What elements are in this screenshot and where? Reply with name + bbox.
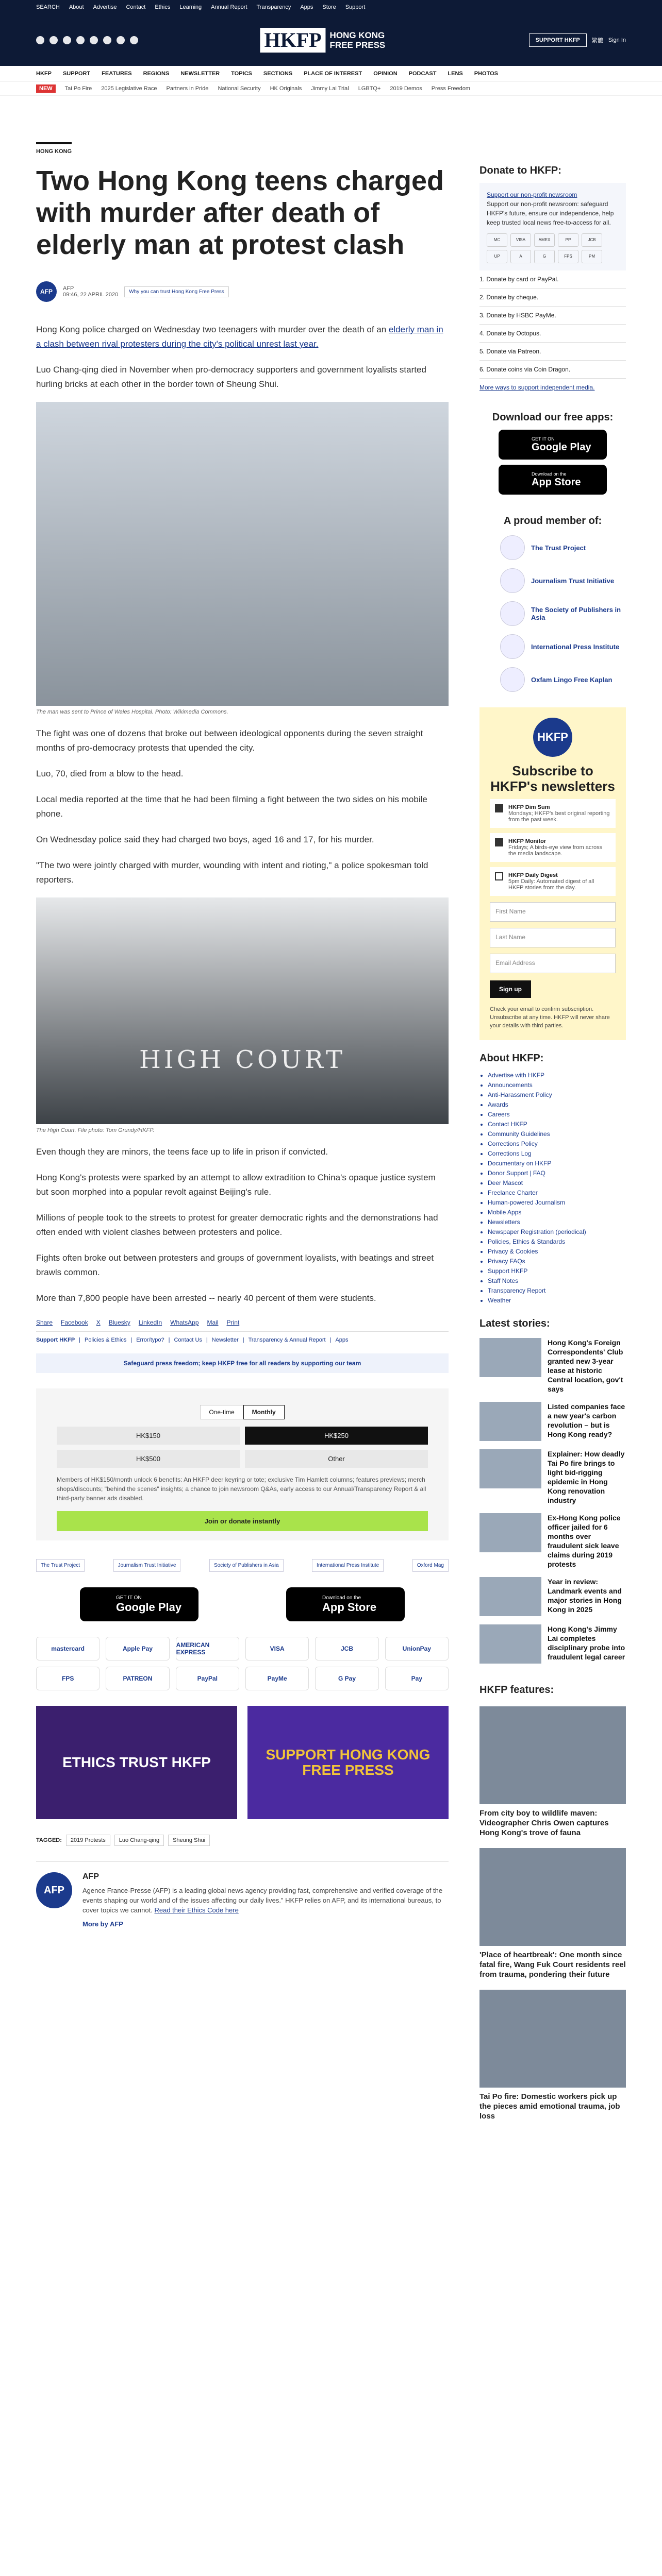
gpay-icon: G — [534, 250, 555, 263]
article-title: Two Hong Kong teens charged with murder after death of elderly man at protest clash — [36, 165, 444, 260]
youtube-icon[interactable] — [90, 36, 98, 44]
payment-logo[interactable]: VISA — [245, 1637, 309, 1660]
visa-icon: VISA — [510, 233, 531, 247]
about-heading: About HKFP: — [479, 1053, 544, 1064]
latest-story[interactable] — [479, 1402, 626, 1441]
sidebar-google-play-badge[interactable] — [499, 430, 607, 460]
telegram-icon[interactable] — [117, 36, 125, 44]
payment-logo[interactable]: AMERICAN EXPRESS — [176, 1637, 239, 1660]
donate-widget — [36, 1388, 449, 1540]
latest-story[interactable] — [479, 1624, 626, 1664]
topbar-search[interactable]: SEARCH — [36, 4, 60, 10]
payment-logo[interactable]: Apple Pay — [106, 1637, 169, 1660]
payment-cards — [487, 233, 619, 263]
trending-link[interactable]: 2025 Legislative Race — [101, 85, 157, 92]
nav-topics[interactable]: TOPICS — [231, 70, 252, 77]
frequency-tabs — [57, 1405, 428, 1419]
story-thumbnail[interactable] — [479, 1449, 541, 1488]
latest-story[interactable] — [479, 1513, 626, 1569]
newsletter-desc: 5pm Daily: Automated digest of all HKFP stories from the day. — [508, 878, 594, 891]
google-play-badge[interactable] — [80, 1587, 198, 1621]
member-name: Journalism Trust Initiative — [531, 577, 615, 585]
topbar-advertise[interactable]: Advertise — [93, 4, 117, 10]
topbar-annual-report[interactable]: Annual Report — [211, 4, 247, 10]
latest-story[interactable] — [479, 1338, 626, 1394]
trending-link[interactable]: National Security — [218, 85, 261, 92]
about-link[interactable]: • Documentary on HKFP — [488, 1159, 626, 1168]
paragraph-text: Hong Kong police charged on Wednesday two teenagers with murder over the death of an — [36, 325, 389, 334]
payme-icon: PM — [582, 250, 602, 263]
trending-bar — [0, 81, 662, 96]
trending-link[interactable]: Press Freedom — [431, 85, 470, 92]
paragraph: On Wednesday police said they had charged two boys, aged 16 and 17, for his murder. — [36, 835, 374, 844]
paragraph: Fights often broke out between protesters and groups of government loyalists, with beatings and street brawls common. — [36, 1253, 434, 1277]
share-bluesky[interactable]: Bluesky — [108, 1319, 130, 1326]
paragraph: Hong Kong's protests were sparked by an attempt to allow extradition to China's opaque justice system but soon morphed into a popular revolt against Beijing's rule. — [36, 1173, 436, 1197]
feature-story[interactable] — [479, 1990, 626, 2121]
paragraph: "The two were jointly charged with murder, wounding with intent and rioting," a police spokesman told reporters. — [36, 860, 428, 885]
nav-photos[interactable]: PHOTOS — [474, 70, 499, 77]
newsletter-desc: Mondays; HKFP's best original reporting from the past week. — [508, 810, 610, 823]
donate-text: Support our non-profit newsroom: safeguard HKFP's future, ensure our independence, help keep trusted local news free-to-access for all. — [487, 200, 614, 226]
badge-text: Google Play — [116, 1600, 182, 1614]
jcb-icon: JCB — [582, 233, 602, 247]
about-link[interactable]: • Human-powered Journalism — [488, 1198, 626, 1208]
payment-logo[interactable]: FPS — [36, 1667, 100, 1690]
payment-logo[interactable]: PATREON — [106, 1667, 169, 1690]
badge-small-text: GET IT ON — [116, 1595, 142, 1601]
footer-link[interactable]: Error/typo? — [136, 1337, 164, 1343]
trending-link[interactable]: Partners in Pride — [166, 85, 209, 92]
unionpay-icon: UP — [487, 250, 507, 263]
payment-logo[interactable]: mastercard — [36, 1637, 100, 1660]
apps-heading: Download our free apps: — [492, 412, 614, 423]
hospital-photo — [36, 402, 449, 706]
about-link[interactable]: • Transparency Report — [488, 1286, 626, 1296]
inline-link[interactable]: elderly man in a clash between rival protesters during the city's political unrest last year. — [36, 325, 443, 349]
about-link[interactable]: • Weather — [488, 1296, 626, 1306]
about-link[interactable]: • Awards — [488, 1100, 626, 1110]
main-nav — [0, 66, 662, 81]
about-link[interactable]: • Corrections Log — [488, 1149, 626, 1159]
donate-step[interactable]: 2. Donate by cheque. — [479, 289, 626, 307]
app-store-badges — [36, 1587, 449, 1621]
about-link[interactable]: • Support HKFP — [488, 1266, 626, 1276]
feature-title[interactable]: 'Place of heartbreak': One month since fatal fire, Wang Fuk Court residents reel from trauma, pondering their future — [479, 1951, 626, 1979]
member-heading: A proud member of: — [503, 515, 602, 527]
tag-label: TAGGED: — [36, 1837, 62, 1843]
feature-story[interactable] — [479, 1848, 626, 1979]
about-link[interactable]: • Announcements — [488, 1080, 626, 1090]
partner-logo[interactable]: Society of Publishers in Asia — [209, 1559, 284, 1572]
byline — [36, 281, 449, 302]
topbar-apps[interactable]: Apps — [300, 4, 313, 10]
donate-banner[interactable]: Safeguard press freedom; keep HKFP free for all readers by supporting our team — [36, 1353, 449, 1373]
member-perks: Members of HK$150/month unlock 6 benefits: An HKFP deer keyring or tote; exclusive Tim Hamlett columns; features previews; merch shops/discounts; "behind the scenes" insights; a chance to join newsroom Q&As, early access to our Annual/Transparency Report & all third-party banner ads disabled. — [57, 1476, 426, 1502]
topbar-contact[interactable]: Contact — [126, 4, 146, 10]
partner-logos — [36, 1559, 449, 1572]
share-whatsapp[interactable]: WhatsApp — [170, 1319, 199, 1326]
trust-link[interactable]: Why you can trust Hong Kong Free Press — [124, 286, 229, 297]
partner-logo[interactable]: The Trust Project — [36, 1559, 85, 1572]
story-title[interactable]: Year in review: Landmark events and major stories in Hong Kong in 2025 — [548, 1578, 622, 1614]
paragraph: The fight was one of dozens that broke out between ideological opponents during the seven straight months of pro-democracy protests that upended the city. — [36, 728, 423, 753]
signup-button[interactable]: Sign up — [490, 980, 531, 998]
nav-sections[interactable]: SECTIONS — [263, 70, 293, 77]
promo-banners — [36, 1706, 449, 1819]
member-logo — [500, 601, 525, 626]
email-field[interactable]: Email Address — [490, 954, 616, 973]
sidebar — [479, 96, 626, 2121]
x-icon[interactable] — [49, 36, 58, 44]
logo-mark: HKFP — [260, 28, 325, 53]
paragraph: Even though they are minors, the teens face up to life in prison if convicted. — [36, 1147, 328, 1157]
newsletter-desc: Fridays; A birds-eye view from across the media landscape. — [508, 844, 603, 857]
newsletter-note: Check your email to confirm subscription. Unsubscribe at any time. HKFP will never share your details with third parties. — [490, 1006, 610, 1029]
amex-icon: AMEX — [534, 233, 555, 247]
mastercard-icon: MC — [487, 233, 507, 247]
partner-logo[interactable]: Journalism Trust Initiative — [113, 1559, 181, 1572]
site-logo[interactable] — [260, 28, 402, 53]
footer-link[interactable]: Newsletter — [211, 1337, 239, 1343]
story-thumbnail[interactable] — [479, 1338, 541, 1377]
footer-link[interactable]: Apps — [335, 1337, 349, 1343]
footer-link[interactable]: Contact Us — [174, 1337, 202, 1343]
member-logo — [500, 667, 525, 692]
member-name: Oxfam Lingo Free Kaplan — [531, 675, 613, 684]
member-logo — [500, 634, 525, 659]
tab-one-time[interactable]: One-time — [200, 1405, 243, 1419]
features-heading: HKFP features: — [479, 1684, 554, 1696]
newsletter-name: HKFP Monitor — [508, 838, 547, 844]
story-thumbnail[interactable] — [479, 1577, 541, 1616]
feature-story[interactable] — [479, 1706, 626, 1838]
author-name[interactable]: AFP — [63, 285, 74, 292]
newsletter-option[interactable] — [490, 799, 616, 828]
about-link[interactable]: • Staff Notes — [488, 1276, 626, 1286]
language-link[interactable]: 繁體 — [591, 38, 603, 44]
amount-option[interactable]: HK$500 — [57, 1450, 240, 1468]
about-link[interactable]: • Contact HKFP — [488, 1120, 626, 1129]
photo-caption: The man was sent to Prince of Wales Hospital. Photo: Wikimedia Commons. — [36, 709, 228, 715]
paypal-icon: PP — [558, 233, 578, 247]
about-link[interactable]: • Deer Mascot — [488, 1178, 626, 1188]
paragraph: Local media reported at the time that he had been filming a fight between the two sides on his mobile phone. — [36, 794, 427, 819]
share-label: Share — [36, 1319, 53, 1326]
nav-podcast[interactable]: PODCAST — [408, 70, 437, 77]
applepay-icon: A — [510, 250, 531, 263]
badge-small-text: GET IT ON — [532, 436, 555, 442]
about-link[interactable]: • Mobile Apps — [488, 1208, 626, 1217]
payment-logo[interactable]: PayMe — [245, 1667, 309, 1690]
nav-features[interactable]: FEATURES — [102, 70, 132, 77]
member-name: International Press Institute — [531, 642, 620, 651]
feature-image[interactable] — [479, 1990, 626, 2088]
ethics-promo[interactable]: ETHICS TRUST HKFP — [36, 1706, 237, 1819]
donate-step[interactable]: 1. Donate by card or PayPal. — [479, 270, 626, 289]
feature-title[interactable]: Tai Po fire: Domestic workers pick up the pieces amid emotional trauma, job loss — [479, 2092, 620, 2121]
newsletter-logo: HKFP — [533, 718, 572, 757]
payment-logo[interactable]: PayPal — [176, 1667, 239, 1690]
paragraph — [36, 323, 449, 351]
fps-icon: FPS — [558, 250, 578, 263]
feature-image[interactable] — [479, 1848, 626, 1946]
about-link[interactable]: • Corrections Policy — [488, 1139, 626, 1149]
partner-logo[interactable]: Oxford Mag — [412, 1559, 449, 1572]
member-org[interactable] — [500, 634, 626, 659]
member-name: The Trust Project — [531, 544, 586, 552]
member-org[interactable] — [500, 568, 626, 593]
payment-logo[interactable]: UnionPay — [385, 1637, 449, 1660]
topbar-transparency[interactable]: Transparency — [256, 4, 291, 10]
donate-text-link[interactable]: Support our non-profit newsroom — [487, 191, 577, 198]
nav-lens[interactable]: LENS — [448, 70, 463, 77]
high-court-sign: HIGH COURT — [139, 1045, 346, 1075]
about-link[interactable]: • Donor Support | FAQ — [488, 1168, 626, 1178]
checkbox[interactable] — [495, 838, 503, 846]
tiktok-icon[interactable] — [130, 36, 138, 44]
checkbox[interactable] — [495, 872, 503, 880]
nav-place-of-interest[interactable]: PLACE OF INTEREST — [304, 70, 362, 77]
sidebar-app-store-badge[interactable] — [499, 465, 607, 495]
author-bio — [82, 1886, 449, 1915]
paragraph: Luo Chang-qing died in November when pro-democracy supporters and government loyalists started hurling bricks at each other in the border town of Sheung Shui. — [36, 365, 426, 389]
app-store-badge[interactable] — [286, 1587, 405, 1621]
amount-option[interactable]: HK$150 — [57, 1427, 240, 1445]
topbar-learning[interactable]: Learning — [179, 4, 202, 10]
latest-story[interactable] — [479, 1577, 626, 1616]
masthead — [0, 14, 662, 66]
amount-option[interactable]: HK$250 — [245, 1427, 428, 1445]
trending-link[interactable]: 2019 Demos — [390, 85, 422, 92]
story-title[interactable]: Hong Kong's Foreign Correspondents' Club granted new 3-year lease at historic Central location, gov't says — [548, 1338, 623, 1393]
donate-box — [479, 183, 626, 270]
social-icons — [36, 36, 138, 44]
donate-step[interactable]: 6. Donate coins via Coin Dragon. — [479, 361, 626, 379]
new-badge: NEW — [36, 84, 56, 93]
footer-link[interactable]: Support HKFP — [36, 1337, 75, 1343]
support-promo[interactable]: SUPPORT HONG KONG FREE PRESS — [247, 1706, 449, 1819]
logo-text: HONG KONG FREE PRESS — [329, 30, 386, 50]
about-link[interactable]: • Careers — [488, 1110, 626, 1120]
story-title[interactable]: Ex-Hong Kong police officer jailed for 6 months over fraudulent sick leave claims during 2019 protests — [548, 1514, 621, 1568]
photo-caption: The High Court. File photo: Tom Grundy/HKFP. — [36, 1127, 155, 1133]
badge-text: Google Play — [532, 441, 591, 453]
publish-date: 09:46, 22 APRIL 2020 — [63, 292, 119, 298]
partner-logo[interactable]: International Press Institute — [312, 1559, 384, 1572]
badge-small-text: Download on the — [532, 471, 567, 477]
member-logo — [500, 568, 525, 593]
about-link[interactable]: • Freelance Charter — [488, 1188, 626, 1198]
ethics-code-link[interactable]: Read their Ethics Code here — [154, 1906, 239, 1914]
more-by-author-link[interactable]: More by AFP — [82, 1920, 123, 1928]
article-kicker[interactable]: HONG KONG — [36, 142, 72, 155]
member-org[interactable] — [500, 667, 626, 692]
badge-small-text: Download on the — [322, 1595, 361, 1601]
tag-chip[interactable]: Sheung Shui — [168, 1835, 210, 1846]
trending-link[interactable]: HK Originals — [270, 85, 302, 92]
donate-step[interactable]: 5. Donate via Patreon. — [479, 343, 626, 361]
feature-title[interactable]: From city boy to wildlife maven: Videographer Chris Owen captures Hong Kong's trove of fauna — [479, 1809, 609, 1837]
newsletter-box — [479, 707, 626, 1040]
sign-in-link[interactable]: Sign In — [608, 37, 626, 43]
footer-link[interactable]: Transparency & Annual Report — [248, 1337, 326, 1343]
donate-heading: Donate to HKFP: — [479, 165, 561, 176]
tab-monthly[interactable]: Monthly — [243, 1405, 285, 1419]
instagram-icon[interactable] — [63, 36, 71, 44]
paragraph: More than 7,800 people have been arrested -- nearly 40 percent of them were students. — [36, 1293, 376, 1303]
nav-opinion[interactable]: OPINION — [373, 70, 398, 77]
story-title[interactable]: Listed companies face a new year's carbon revolution – but is Hong Kong ready? — [548, 1402, 625, 1438]
about-link[interactable]: • Advertise with HKFP — [488, 1071, 626, 1080]
member-name: The Society of Publishers in Asia — [531, 606, 621, 621]
badge-text: App Store — [322, 1600, 377, 1614]
share-bar — [36, 1319, 449, 1332]
tag-chip[interactable]: 2019 Protests — [66, 1835, 110, 1846]
member-logo — [500, 535, 525, 560]
author-avatar[interactable]: AFP — [36, 281, 57, 302]
badge-text: App Store — [532, 476, 581, 488]
feature-image[interactable] — [479, 1706, 626, 1804]
member-org[interactable] — [500, 601, 626, 626]
donate-step[interactable]: 3. Donate by HSBC PayMe. — [479, 307, 626, 325]
latest-story[interactable] — [479, 1449, 626, 1505]
newsletter-option[interactable] — [490, 867, 616, 896]
paragraph: Millions of people took to the streets to protest for greater democratic rights and the demonstrations had often ended with violent clashes between protesters and police. — [36, 1213, 438, 1237]
about-link[interactable]: • Newspaper Registration (periodical) — [488, 1227, 626, 1237]
author-box-name[interactable]: AFP — [82, 1872, 99, 1881]
share-x[interactable]: X — [96, 1319, 101, 1326]
donate-step[interactable]: 4. Donate by Octopus. — [479, 325, 626, 343]
newsletter-name: HKFP Daily Digest — [508, 872, 558, 878]
about-link[interactable]: • Anti-Harassment Policy — [488, 1090, 626, 1100]
trending-link[interactable]: Jimmy Lai Trial — [311, 85, 349, 92]
high-court-photo — [36, 897, 449, 1124]
payment-logo[interactable]: JCB — [315, 1637, 378, 1660]
trending-link[interactable]: LGBTQ+ — [358, 85, 381, 92]
nav-newsletter[interactable]: NEWSLETTER — [180, 70, 220, 77]
topbar-store[interactable]: Store — [322, 4, 336, 10]
trending-link[interactable]: Tai Po Fire — [64, 85, 92, 92]
tag-chip[interactable]: Luo Chang-qing — [114, 1835, 164, 1846]
story-thumbnail[interactable] — [479, 1402, 541, 1441]
member-org[interactable] — [500, 535, 626, 560]
paragraph: Luo, 70, died from a blow to the head. — [36, 769, 184, 778]
article-footer-links: Support HKFP | Policies & Ethics | Error/typo? | Contact Us | Newsletter | Transparency & Annual Report | Apps — [36, 1337, 349, 1343]
top-utility-bar — [0, 0, 662, 14]
amount-option[interactable]: Other — [245, 1450, 428, 1468]
facebook-icon[interactable] — [36, 36, 44, 44]
footer-link[interactable]: Policies & Ethics — [85, 1337, 127, 1343]
nav-regions[interactable]: REGIONS — [143, 70, 170, 77]
nav-hkfp[interactable]: HKFP — [36, 70, 52, 77]
first-name-field[interactable]: First Name — [490, 902, 616, 922]
story-title[interactable]: Hong Kong's Jimmy Lai completes disciplinary probe into fraudulent legal career — [548, 1625, 625, 1661]
share-facebook[interactable]: Facebook — [61, 1319, 88, 1326]
payment-logo[interactable]: G Pay — [315, 1667, 378, 1690]
payment-logo[interactable]: Pay — [385, 1667, 449, 1690]
share-linkedin[interactable]: LinkedIn — [138, 1319, 162, 1326]
share-mail[interactable]: Mail — [207, 1319, 219, 1326]
share-print[interactable]: Print — [226, 1319, 240, 1326]
story-thumbnail[interactable] — [479, 1513, 541, 1552]
topbar-ethics[interactable]: Ethics — [155, 4, 171, 10]
tag-list — [36, 1835, 449, 1846]
author-box-avatar[interactable]: AFP — [36, 1872, 72, 1908]
about-link[interactable]: • Newsletters — [488, 1217, 626, 1227]
about-link[interactable]: • Community Guidelines — [488, 1129, 626, 1139]
donate-steps — [479, 270, 626, 379]
story-title[interactable]: Explainer: How deadly Tai Po fire brings to light bid-rigging epidemic in Hong Kong renovation industry — [548, 1450, 625, 1504]
about-links — [479, 1071, 626, 1306]
join-donate-button[interactable]: Join or donate instantly — [57, 1511, 428, 1531]
nav-support[interactable]: SUPPORT — [62, 70, 91, 77]
newsletter-name: HKFP Dim Sum — [508, 804, 550, 810]
about-link[interactable]: • Privacy FAQs — [488, 1257, 626, 1266]
checkbox[interactable] — [495, 804, 503, 812]
newsletter-heading: Subscribe to HKFP's newsletters — [490, 763, 615, 794]
more-ways-link[interactable]: More ways to support independent media. — [479, 384, 595, 391]
latest-heading: Latest stories: — [479, 1318, 550, 1329]
article-body — [36, 323, 449, 1306]
last-name-field[interactable]: Last Name — [490, 928, 616, 947]
author-box — [36, 1861, 449, 1929]
article-column — [36, 96, 449, 2121]
payment-methods — [36, 1637, 449, 1690]
topbar-support[interactable]: Support — [345, 4, 366, 10]
topbar-about[interactable]: About — [69, 4, 84, 10]
support-button[interactable]: SUPPORT HKFP — [529, 33, 587, 47]
about-link[interactable]: • Policies, Ethics & Standards — [488, 1237, 626, 1247]
author-bio-text: Agence France-Presse (AFP) is a leading global news agency providing fast, comprehensive and verified coverage of the events shaping our world and of the issues affecting our daily lives." HKFP relies on AFP, and its international bureaus, to cover topics we cannot. — [82, 1887, 443, 1914]
linkedin-icon[interactable] — [103, 36, 111, 44]
amount-options — [57, 1427, 428, 1468]
about-link[interactable]: • Privacy & Cookies — [488, 1247, 626, 1257]
newsletter-option[interactable] — [490, 833, 616, 862]
story-thumbnail[interactable] — [479, 1624, 541, 1664]
threads-icon[interactable] — [76, 36, 85, 44]
